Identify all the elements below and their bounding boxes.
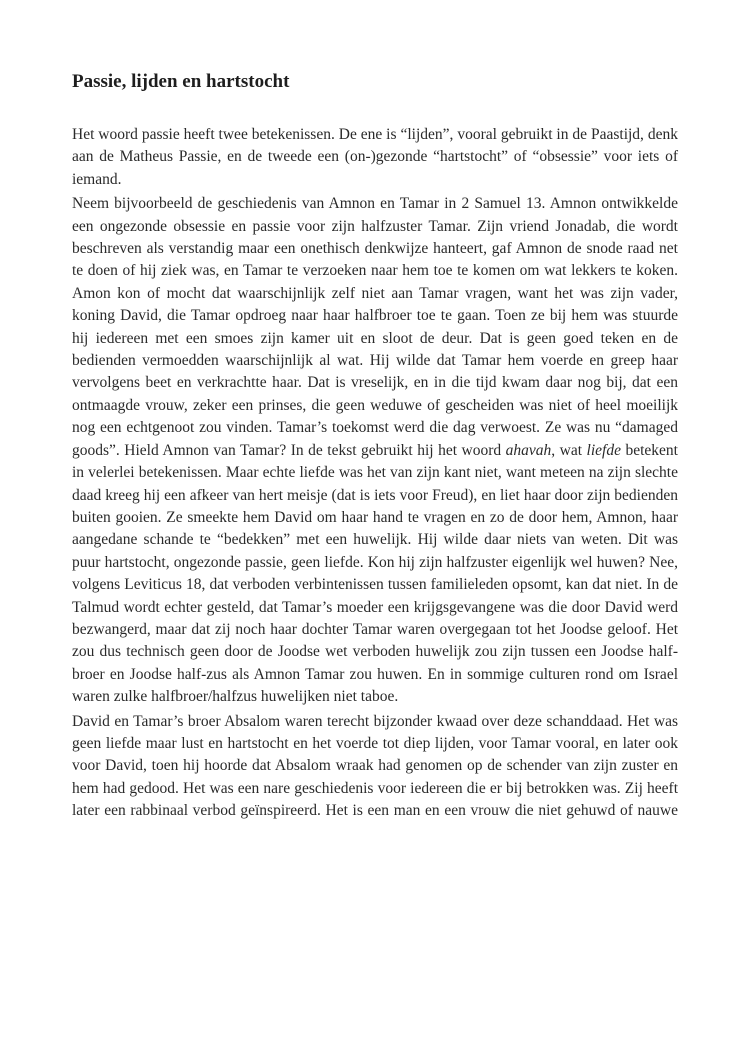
- paragraph-2-text-a: Neem bijvoorbeeld de geschiedenis van Amnon en Tamar in 2 Samuel 13. Amnon ontwikkelde een ongezonde obsessie en passie voor zijn halfzuster Tamar. Zijn vriend Jonadab, die wordt beschreven als verstandig maar een onethisch denkwijze hanteert, gaf Amnon de snode raad net te doen of hij ziek was, en Tamar te verzoeken naar hem toe te komen om wat lekkers te koken. Amon kon of mocht dat waarschijnlijk zelf niet aan Tamar vragen, want het was zijn vader, koning David, die Tamar opdroeg naar haar halfbroer toe te gaan. Toen ze bij hem was stuurde hij iedereen met een smoes zijn kamer uit en sloot de deur. Dat is geen goed teken en de bedienden vermoedden waarschijnlijk al wat. Hij wilde dat Tamar hem voerde en greep haar vervolgens beet en verkrachtte haar. Dat is vreselijk, en in die tijd kwam daar nog bij, dat een ontmaagde vrouw, zeker een prinses, die geen weduwe of gescheiden was niet of heel moeilijk nog een echtgenoot zou vinden. Tamar’s toekomst werd die dag verwoest. Ze was nu “damaged goods”. Hield Amnon van Tamar? In de tekst gebruikt hij het woord: [72, 195, 678, 459]
- paragraph-1: [72, 124, 678, 191]
- page-title: Passie, lijden en hartstocht: [72, 71, 290, 92]
- body-text: [72, 124, 678, 825]
- paragraph-2: [72, 193, 678, 708]
- paragraph-2-text-b: , wat: [551, 441, 587, 459]
- paragraph-3-text: David en Tamar’s broer Absalom waren terecht bijzonder kwaad over deze schanddaad. Het was geen liefde maar lust en hartstocht en het voerde tot diep lijden, voor Tamar vooral, en later ook voor David, toen hij hoorde dat Absalom wraak had genomen op de schender van zijn zuster en hem had gedood. Het was een nare geschiedenis voor iedereen die er bij betrokken was. Zij heeft later een rabbinaal verbod geïnspireerd. Het is een man en een vrouw die niet gehuwd of nauwe: [72, 712, 678, 820]
- paragraph-1-text: Het woord passie heeft twee betekenissen. De ene is “lijden”, vooral gebruikt in de Paastijd, denk aan de Matheus Passie, en de tweede een (on-)gezonde “hartstocht” of “obsessie” voor iets of iemand.: [72, 126, 678, 188]
- paragraph-3: [72, 711, 678, 823]
- term-liefde: liefde: [586, 441, 621, 459]
- term-ahavah: ahavah: [505, 441, 552, 459]
- paragraph-2-text-c: betekent in velerlei betekenissen. Maar echte liefde was het van zijn kant niet, want meteen na zijn slechte daad kreeg hij een afkeer van hert meisje (dat is iets voor Freud), en liet haar door zijn bedienden buiten gooien. Ze smeekte hem David om haar hand te vragen en zo de door hem, Amnon, haar aangedane schande te “bedekken” met een huwelijk. Hij wilde daar niets van weten. Dit was puur hartstocht, ongezonde passie, geen liefde. Kon hij zijn halfzuster eigenlijk wel huwen? Nee, volgens Leviticus 18, dat verboden verbintenissen tussen familieleden opsomt, kan dat niet. In de Talmud wordt echter gesteld, dat Tamar’s moeder een krijgsgevangene was die door David werd bezwangerd, maar dat zij noch haar dochter Tamar waren overgegaan tot het Joodse geloof. Het zou dus technisch geen door de Joodse wet verboden huwelijk zou zijn tussen een Joodse half-broer en Joodse half-zus als Amnon Tamar zou huwen. En in sommige culturen rond om Israel waren zulke halfbroer/halfzus huwelijken niet taboe.: [72, 441, 678, 706]
